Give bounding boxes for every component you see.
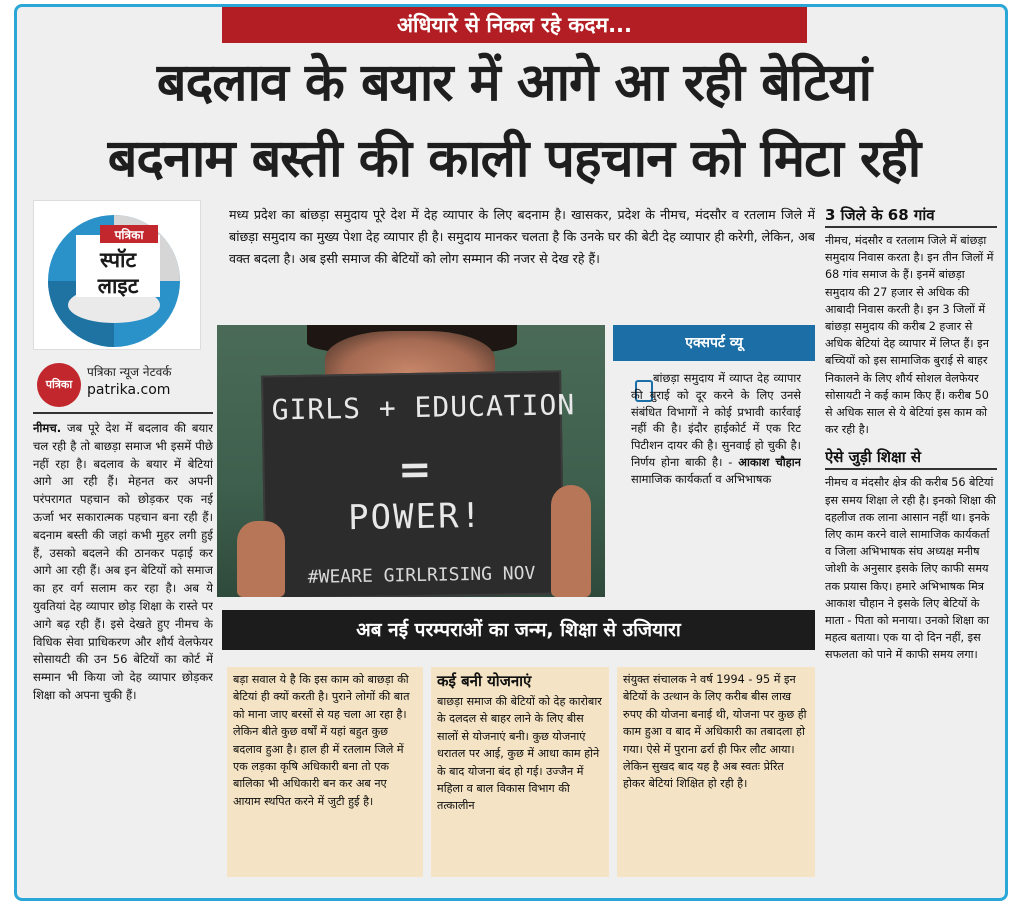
headline-line-2: बदनाम बस्ती की काली पहचान को मिटा रही — [107, 129, 921, 189]
expert-name: आकाश चौहान — [738, 454, 801, 469]
girls-education-photo — [217, 325, 605, 597]
spotlight-logo — [33, 200, 201, 350]
schemes-heading: कई बनी योजनाएं — [437, 672, 532, 690]
right-column — [825, 204, 997, 892]
dateline: नीमच. — [33, 421, 62, 435]
logo-line-2: लाइट — [97, 274, 139, 298]
photo-hand-left — [237, 521, 285, 597]
agency-credit — [33, 360, 213, 408]
agency-badge: पत्रिका — [37, 363, 81, 407]
agency-name: पत्रिका न्यूज नेटवर्क — [87, 365, 172, 379]
expert-text: बांछड़ा समुदाय में व्याप्त देह व्यापार की बुराई को दूर करने के लिए उनसे संबंधित विभागों ने कोई प्रभावी कार्रवाई नहीं की है। इंदौर हाईकोर्ट में एक रिट पिटीशन दायर की है। सुनवाई हो चुकी है। निर्णय होना बाकी है। - — [631, 371, 801, 469]
newspaper-clipping — [14, 4, 1008, 901]
kicker-strip: अंधियारे से निकल रहे कदम... — [222, 7, 807, 43]
left-column-story — [33, 412, 213, 892]
bottom-column-1: बड़ा सवाल ये है कि इस काम को बाछड़ा की बेटियां ही क्यों करती है। पुराने लोगों की बात को माना जाए बरसों से यह चला आ रहा है। लेकिन बीते कुछ वर्षों में यहां बहुत कुछ बदलाव हुआ है। हाल ही में रतलाम जिले में एक लड़का कृषि अधिकारी बना तो एक बालिका भी अधिकारी बन कर अब नए आयाम स्थपित करने में जुटी हुई है। — [227, 667, 423, 877]
logo-line-1: स्पॉट — [99, 248, 137, 272]
agency-site: patrika.com — [87, 382, 171, 398]
bottom-column-2 — [431, 667, 609, 877]
left-column-text: जब पूरे देश में बदलाव की बयार चल रही है तो बाछड़ा समाज भी इसमें पीछे नहीं रहा है। बदलाव के बयार में बेटियां आगे आ रही हैं। मेहनत कर अपनी परंपरागत पहचान को छोड़कर एक नई ऊर्जा भर सकारात्मक पहचान बना रही हैं। बदनाम बस्ती की जहां कभी मुहर लगी हुई हैं, उसको बदलने की ठानकर पढ़ाई कर आगे आ रही हैं। अब इन बेटियों को समाज का हर वर्ग सलाम कर रहा है। अब ये युवतियां देह व्यापार छोड़ शिक्षा के रास्ते पर आगे बढ़ रही हैं। इसे देखते हुए नीमच के विधिक सेवा प्राधिकरण और शौर्य वेलफेयर सोसायटी की उन 56 बेटियों का कोर्ट में सम्मान भी किया जो देह व्यापार छोड़कर शिक्षा को अपना चुकी हैं। — [33, 421, 213, 702]
bottom-column-3: संयुक्त संचालक ने वर्ष 1994 - 95 में इन बेटियों के उत्थान के लिए करीब बीस लाख रुपए की योजना बनाई थी, योजना पर कुछ ही काम हुआ व बाद में अधिकारी का तबादला हो गया। ऐसे में पुराना ढर्रा ही फिर लौट आया। लेकिन सुखद बाद यह है अब स्वतः प्रेरित होकर बेटियां शिक्षित हो रही है। — [617, 667, 815, 877]
headline-line-1: बदलाव के बयार में आगे आ रही बेटियां — [156, 53, 872, 113]
chalkboard-sign — [261, 370, 576, 597]
board-line-3: #WEARE GIRLRISING NOV — [307, 562, 536, 588]
expert-view-box — [631, 370, 801, 595]
board-equals: = — [397, 446, 432, 494]
board-line-1: GIRLS + EDUCATION — [271, 388, 576, 427]
spotlight-logo-graphic — [34, 201, 202, 351]
expert-role: सामाजिक कार्यकर्ता व अभिभाषक — [631, 471, 772, 486]
board-line-2: POWER! — [347, 495, 484, 539]
section-banner: अब नई परम्पराओं का जन्म, शिक्षा से उजियारा — [222, 610, 815, 650]
villages-text: नीमच, मंदसौर व रतलाम जिले में बांछड़ा समुदाय निवास करता है। इन तीन जिलों में 68 गांव समाज के हैं। इनमें बांछड़ा समुदाय की 27 हजार से अधिक की आबादी निवास करती है। इन 3 जिलों में बांछड़ा समुदाय की करीब 2 हजार से अधिक बेटियां देह व्यापार में लिप्त हैं। इन बच्चियों को इस सामाजिक बुराई से बाहर निकालने के लिए शौर्य सोशल वेलफेयर सोसायटी ने कई काम किए हैं। करीब 50 से अधिक साल से ये बेटियां इस काम को कर रही है। — [825, 234, 994, 437]
intro-paragraph: मध्य प्रदेश का बांछड़ा समुदाय पूरे देश में देह व्यापार के लिए बदनाम है। खासकर, प्रदेश के नीमच, मंदसौर व रतलाम जिले में बांछड़ा समुदाय का मुख्य पेशा देह व्यापार ही है। समुदाय मानकर चलता है कि उनके घर की बेटी देह व्यापार ही करेगी, लेकिन, अब वक्त बदला है। अब इसी समाज की बेटियों को लोग सम्मान की नजर से देख रहे हैं। — [229, 207, 815, 266]
schemes-text: बाछड़ा समाज की बेटियों को देह कारोबार के दलदल से बाहर लाने के लिए बीस सालों से योजनाएं बनी। कुछ योजनाएं धरातल पर आई, कुछ में आधा काम होने के बाद योजना बंद हो गई। उज्जैन में महिला व बाल विकास विभाग की तत्कालीन — [437, 695, 602, 813]
education-heading: ऐसे जुड़ी शिक्षा से — [825, 446, 997, 470]
logo-brand: पत्रिका — [114, 228, 144, 242]
villages-heading: 3 जिले के 68 गांव — [825, 204, 997, 228]
expert-view-tab: एक्सपर्ट व्यू — [613, 325, 815, 361]
education-text: नीमच व मंदसौर क्षेत्र की करीब 56 बेटियां इस समय शिक्षा ले रही है। इनको शिक्षा की दहलीज तक लाना आसान नहीं था। इनके लिए काम करने वाले सामाजिक कार्यकर्ता व जिला अभिभाषक संघ अध्यक्ष मनीष जोशी के अनुसार इसके लिए काफी समय तक प्रयास किए। हमारे अभिभाषक मित्र आकाश चौहान ने इसके लिए बेटियों के माता - पिता को मनाया। उनको शिक्षा का महत्व बताया। एक या दो दिन नहीं, इस सफलता को पाने में काफी समय लगा। — [825, 476, 996, 662]
photo-hand-right — [551, 485, 591, 597]
